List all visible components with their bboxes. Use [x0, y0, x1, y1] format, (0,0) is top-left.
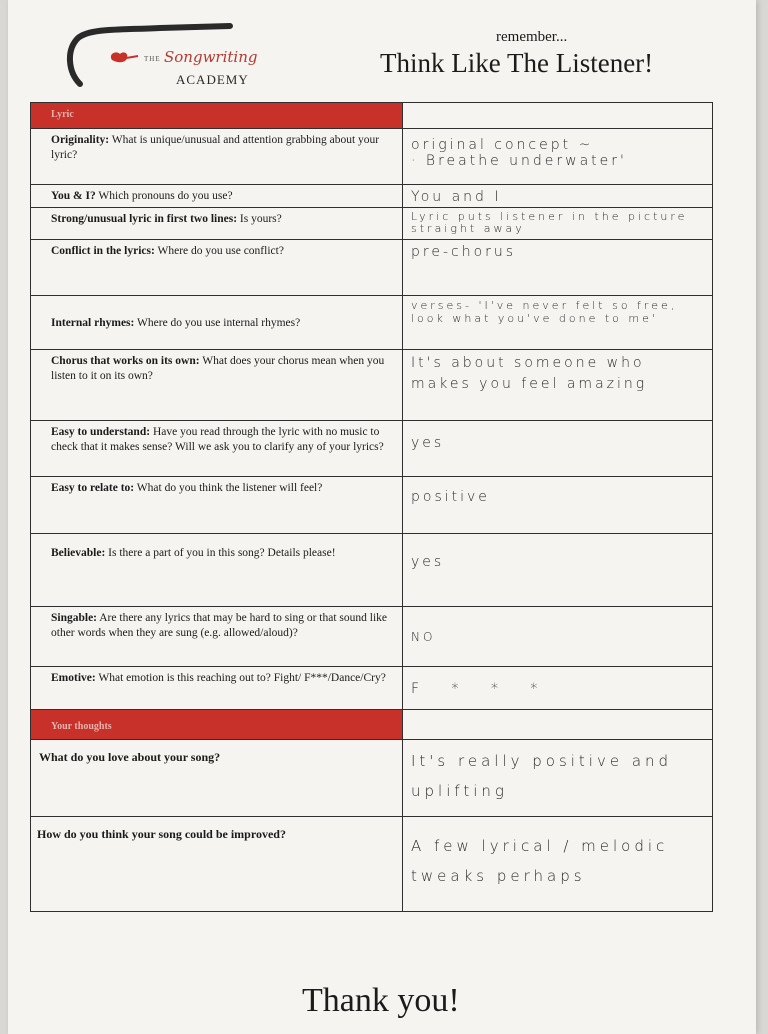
- answer-cell[interactable]: [403, 710, 713, 740]
- answer-cell[interactable]: [403, 477, 713, 534]
- answer-cell[interactable]: [403, 817, 713, 912]
- question-text: Where do you use conflict?: [154, 245, 284, 257]
- question-row: [31, 421, 713, 477]
- question-cell: [31, 350, 403, 421]
- handwritten-answer: original concept ~ · Breathe underwater': [411, 137, 627, 169]
- question-cell: [31, 240, 403, 296]
- question-cell: [31, 534, 403, 607]
- section-row-lyric: [31, 103, 713, 129]
- thank-you-text: Thank you!: [302, 982, 460, 1019]
- academy-logo: [60, 22, 310, 102]
- handwritten-answer: NO: [411, 630, 436, 644]
- answer-cell[interactable]: [403, 350, 713, 421]
- answer-cell[interactable]: [403, 240, 713, 296]
- question-text: Which pronouns do you use?: [95, 190, 233, 202]
- question-row: [31, 667, 713, 710]
- handwritten-answer: positive: [411, 489, 490, 505]
- remember-text: remember...: [496, 29, 568, 45]
- handwritten-answer: A few lyrical / melodic tweaks perhaps: [411, 837, 669, 885]
- answer-cell[interactable]: [403, 607, 713, 667]
- question-title: Internal rhymes:: [51, 317, 135, 329]
- question-title: Easy to understand:: [51, 426, 151, 438]
- handwritten-answer: You and I: [411, 189, 502, 205]
- question-text: What emotion is this reaching out to? Fight/ F***/Dance/Cry?: [95, 672, 386, 684]
- handwritten-answer: It's about someone who makes you feel amazing: [411, 355, 648, 392]
- question-text: Is there a part of you in this song? Details please!: [105, 547, 336, 559]
- answer-cell[interactable]: [403, 129, 713, 185]
- question-cell: [31, 129, 403, 185]
- question-title: Singable:: [51, 612, 98, 624]
- logo-songwriting-text: Songwriting: [164, 48, 258, 66]
- question-title: Easy to relate to:: [51, 482, 135, 494]
- question-cell: [31, 477, 403, 534]
- section-row-your-thoughts: [31, 710, 713, 740]
- question-title: Originality:: [51, 134, 110, 146]
- question-title: What do you love about your song?: [39, 750, 221, 764]
- section-label: Lyric: [31, 103, 403, 129]
- question-text: Are there any lyrics that may be hard to sing or that sound like other words when they are sung (e.g. allowed/aloud)?: [51, 612, 387, 639]
- answer-cell[interactable]: [403, 667, 713, 710]
- handwritten-answer: pre-chorus: [411, 244, 517, 260]
- answer-cell[interactable]: [403, 296, 713, 350]
- answer-cell[interactable]: [403, 208, 713, 240]
- question-title: You & I?: [51, 190, 96, 202]
- question-row: [31, 240, 713, 296]
- question-cell: [31, 296, 403, 350]
- question-cell: [31, 817, 403, 912]
- question-text: Is yours?: [237, 213, 282, 225]
- question-cell: [31, 185, 403, 208]
- question-title: Emotive:: [51, 672, 96, 684]
- handwritten-answer: yes: [411, 435, 445, 451]
- question-title: Chorus that works on its own:: [51, 355, 200, 367]
- question-row: [31, 740, 713, 817]
- handwritten-answer: Lyric puts listener in the picture straight away: [411, 210, 688, 235]
- question-row: [31, 129, 713, 185]
- question-title: Strong/unusual lyric in first two lines:: [51, 213, 238, 225]
- question-text: What do you think the listener will feel?: [134, 482, 323, 494]
- logo-academy-text: ACADEMY: [176, 72, 249, 87]
- question-row: [31, 185, 713, 208]
- question-cell: [31, 667, 403, 710]
- handwritten-answer: It's really positive and uplifting: [411, 752, 673, 800]
- handwritten-answer: verses- 'I've never felt so free, look what you've done to me': [411, 299, 678, 325]
- page-title: Think Like The Listener!: [380, 48, 654, 78]
- question-row: [31, 477, 713, 534]
- question-row: [31, 208, 713, 240]
- question-title: How do you think your song could be improved?: [37, 827, 286, 841]
- logo-the-text: THE: [144, 55, 161, 63]
- question-cell: [31, 607, 403, 667]
- answer-cell[interactable]: [403, 740, 713, 817]
- section-label: Your thoughts: [31, 710, 403, 740]
- question-cell: [31, 208, 403, 240]
- question-cell: [31, 421, 403, 477]
- question-text: Have you read through the lyric with no music to check that it makes sense? Will we ask you to clarify any of your lyrics?: [51, 426, 384, 453]
- question-text: What does your chorus mean when you listen to it on its own?: [51, 355, 385, 382]
- question-cell: [31, 740, 403, 817]
- answer-cell[interactable]: [403, 421, 713, 477]
- question-row: [31, 817, 713, 912]
- handwritten-answer: yes: [411, 554, 445, 570]
- question-title: Conflict in the lyrics:: [51, 245, 155, 257]
- handwritten-answer: F * * *: [411, 681, 552, 697]
- question-row: [31, 296, 713, 350]
- question-text: Where do you use internal rhymes?: [134, 317, 301, 329]
- question-row: [31, 534, 713, 607]
- lyric-checklist-table: [30, 102, 713, 912]
- question-text: What is unique/unusual and attention grabbing about your lyric?: [51, 134, 380, 161]
- question-title: Believable:: [51, 547, 106, 559]
- answer-cell[interactable]: [403, 103, 713, 129]
- question-row: [31, 350, 713, 421]
- answer-cell[interactable]: [403, 534, 713, 607]
- answer-cell[interactable]: [403, 185, 713, 208]
- question-row: [31, 607, 713, 667]
